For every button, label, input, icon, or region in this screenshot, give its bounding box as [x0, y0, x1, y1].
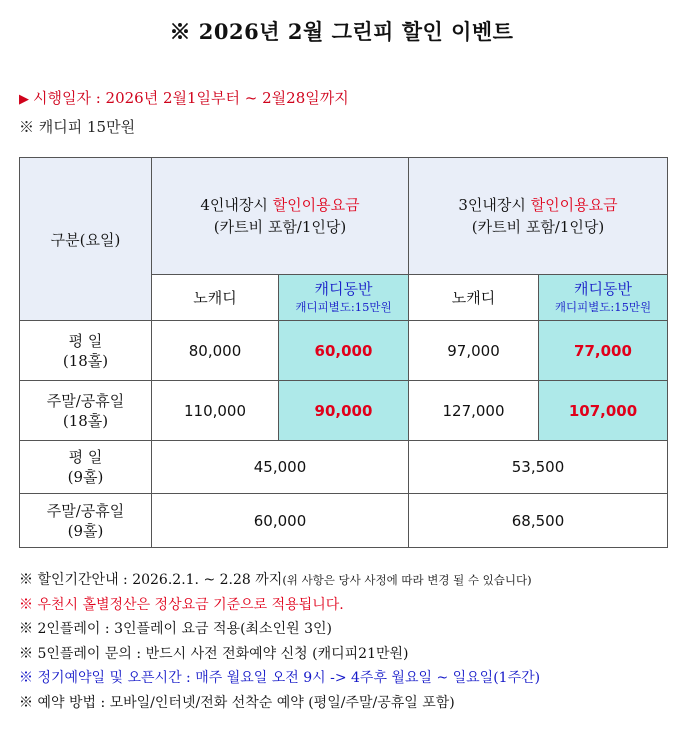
group-4-header — [152, 158, 409, 275]
group-3-sub: (카트비 포함/1인당) — [471, 218, 605, 236]
price-cell-discount: 107,000 — [539, 381, 668, 441]
price-cell-discount: 90,000 — [279, 381, 409, 441]
row-label-day: 주말/공휴일 — [46, 391, 125, 410]
event-period-text: 시행일자 : 2026년 2월1일부터 ~ 2월28일까지 — [33, 89, 349, 107]
note-change-disclaimer: (위 사항은 당사 사정에 따라 변경 될 수 있습니다) — [282, 573, 532, 587]
group-4-prefix: 4인내장시 — [200, 196, 268, 214]
group-4-sub: (카트비 포함/1인당) — [213, 218, 347, 236]
price-cell: 110,000 — [152, 381, 279, 441]
page-title: ※ 2026년 2월 그린피 할인 이벤트 — [169, 19, 514, 44]
price-cell-discount: 77,000 — [539, 321, 668, 381]
g4-with-caddie-header — [279, 275, 409, 321]
price-cell: 80,000 — [152, 321, 279, 381]
g4-with-caddie-note: 캐디피별도:15만원 — [295, 300, 392, 314]
note-item — [19, 568, 540, 593]
note-discount-period: ※ 할인기간안내 : 2026.2.1. ~ 2.28 까지 — [19, 572, 283, 588]
note-item: ※ 2인플레이 : 3인플레이 요금 적용(최소인원 3인) — [19, 621, 332, 637]
table-row — [20, 381, 668, 441]
table-row — [20, 494, 668, 548]
row-label — [20, 494, 152, 548]
row-label-day: 평 일 — [68, 331, 103, 350]
note-item: ※ 정기예약일 및 오픈시간 : 매주 월요일 오전 9시 -> 4주후 월요일 ~ 일요일(1주간) — [19, 670, 541, 686]
g3-no-caddie-header: 노캐디 — [409, 275, 539, 321]
row-label-holes: (9홀) — [67, 521, 104, 540]
price-cell: 68,500 — [409, 494, 668, 548]
caddie-fee-note: ※ 캐디피 15만원 — [19, 118, 136, 136]
row-label-day: 주말/공휴일 — [46, 501, 125, 520]
category-header: 구분(요일) — [20, 158, 152, 321]
g4-no-caddie-header: 노캐디 — [152, 275, 279, 321]
row-label-holes: (18홀) — [62, 411, 109, 430]
g3-with-caddie-header — [539, 275, 668, 321]
table-row — [20, 441, 668, 494]
g3-with-caddie-note: 캐디피별도:15만원 — [554, 300, 652, 314]
group-4-highlight: 할인이용요금 — [272, 196, 360, 214]
g3-with-caddie-label: 캐디동반 — [574, 280, 632, 298]
price-cell: 53,500 — [409, 441, 668, 494]
price-cell: 60,000 — [152, 494, 409, 548]
row-label-holes: (18홀) — [62, 351, 109, 370]
play-triangle-icon: ▶ — [19, 92, 29, 107]
note-item: ※ 우천시 홀별정산은 정상요금 기준으로 적용됩니다. — [19, 596, 344, 613]
notes-list — [19, 568, 540, 715]
price-cell: 97,000 — [409, 321, 539, 381]
row-label-day: 평 일 — [68, 448, 103, 466]
row-label — [20, 381, 152, 441]
group-3-header — [409, 158, 668, 275]
group-3-highlight: 할인이용요금 — [530, 196, 618, 214]
price-cell: 45,000 — [152, 441, 409, 494]
price-cell: 127,000 — [409, 381, 539, 441]
event-period — [19, 87, 349, 108]
group-3-prefix: 3인내장시 — [458, 196, 526, 214]
note-item: ※ 예약 방법 : 모바일/인터넷/전화 선착순 예약 (평일/주말/공휴일 포함) — [19, 694, 455, 711]
row-label — [20, 441, 152, 494]
price-table — [19, 157, 668, 548]
note-item: ※ 5인플레이 문의 : 반드시 사전 전화예약 신청 (캐디피21만원) — [19, 645, 409, 662]
row-label-holes: (9홀) — [67, 468, 104, 486]
row-label — [20, 321, 152, 381]
g4-with-caddie-label: 캐디동반 — [314, 280, 373, 298]
price-cell-discount: 60,000 — [279, 321, 409, 381]
table-row — [20, 321, 668, 381]
